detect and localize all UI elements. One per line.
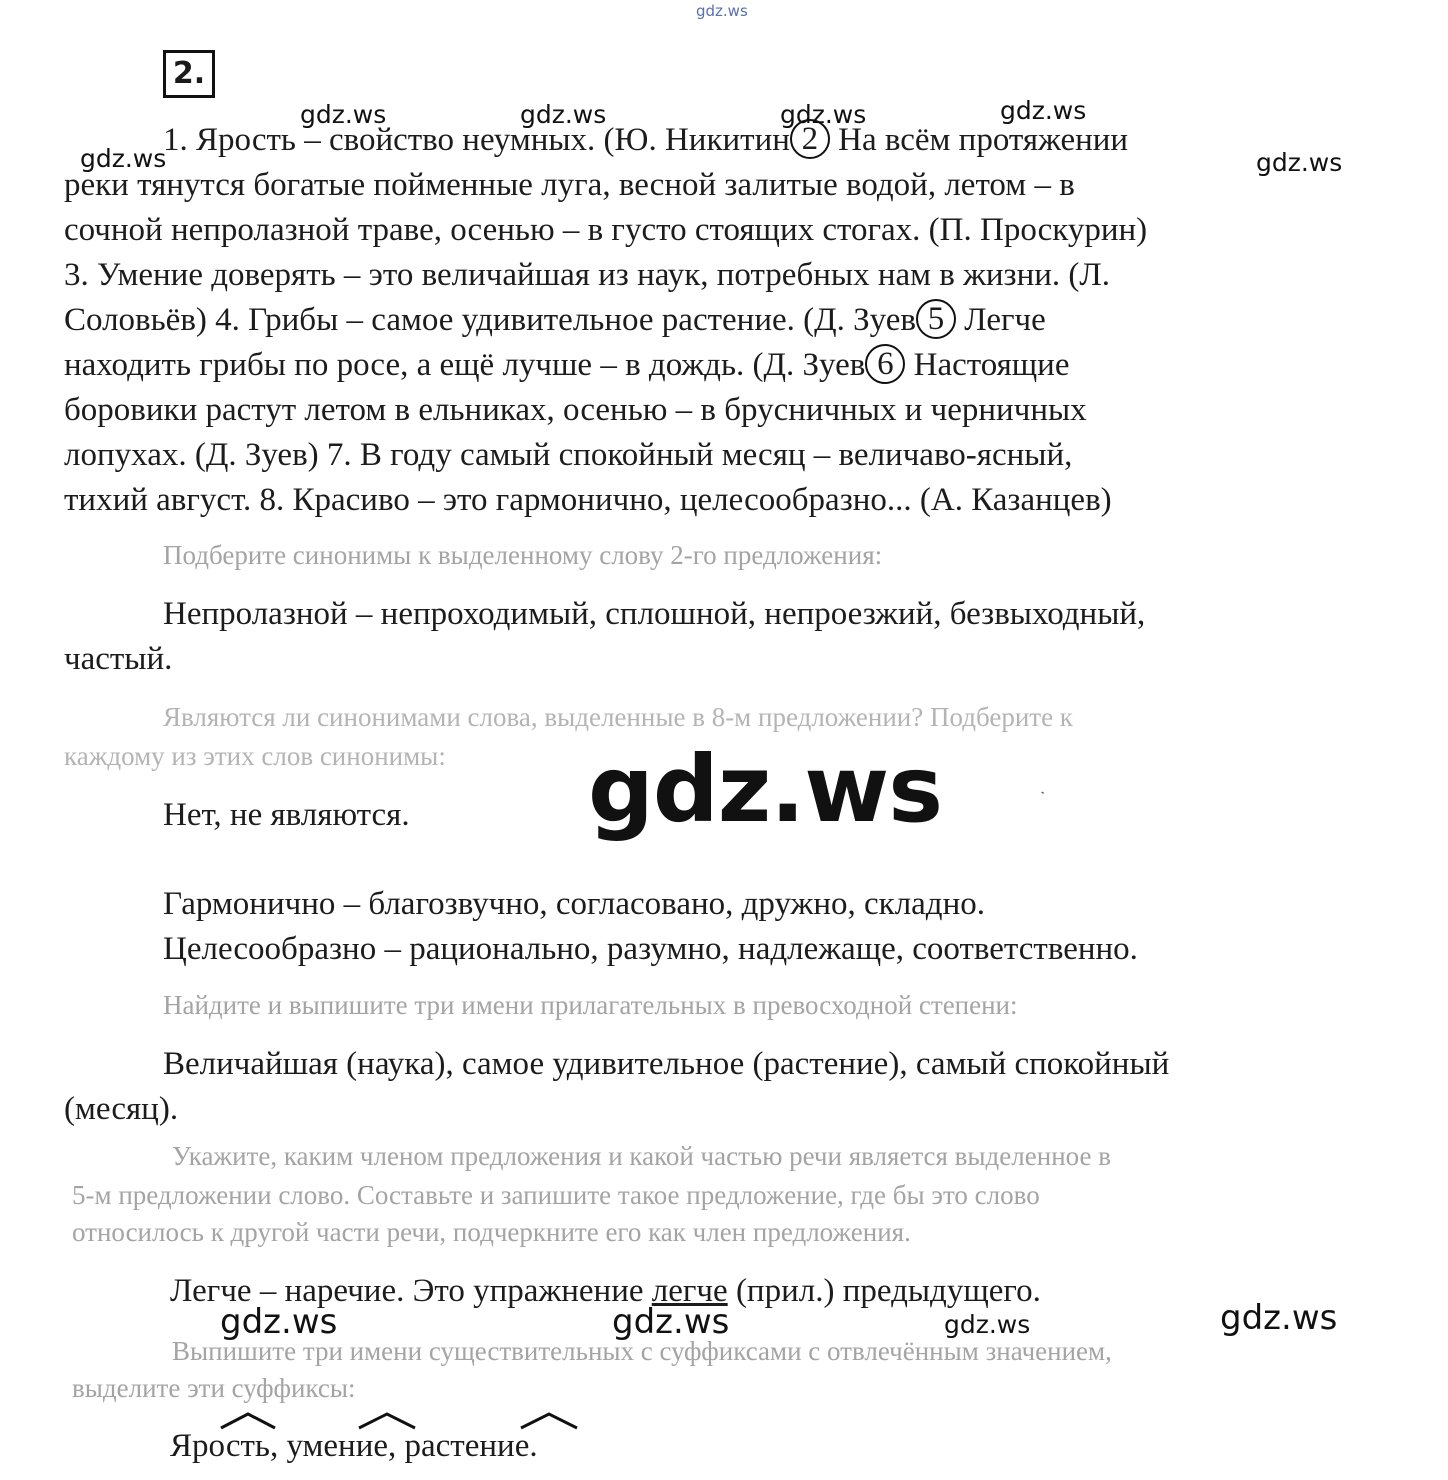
watermark: gdz.ws (780, 100, 867, 129)
question-4-line-3: относилось к другой части речи, подчеркните его как член предложения. (72, 1217, 911, 1247)
exercise-number: 2. (163, 50, 215, 98)
question-5-line-2: выделите эти суффиксы: (72, 1373, 356, 1403)
watermark: gdz.ws (220, 1302, 338, 1342)
answer-2-line-2: Гармонично – благозвучно, согласовано, дружно, складно. (163, 886, 986, 922)
watermark: gdz.ws (300, 100, 387, 129)
watermark-top: gdz.ws (696, 2, 748, 20)
watermark-center: gdz.ws (588, 736, 942, 843)
watermark: gdz.ws (80, 144, 167, 173)
watermark: gdz.ws (612, 1302, 730, 1342)
circled-number-5: 5 (916, 299, 956, 339)
text-line-5: Соловьёв) 4. Грибы – самое удивительное растение. (Д. Зуев 5 Легче (64, 301, 1046, 338)
watermark: gdz.ws (1256, 148, 1343, 177)
text-line-6: находить грибы по росе, а ещё лучше – в дождь. (Д. Зуев 6 Настоящие (64, 346, 1070, 383)
text-line-1: 1. Ярость – свойство неумных. (Ю. Никитин 2 На всём протяжении (163, 121, 1129, 158)
question-4-line-1: Укажите, каким членом предложения и какой частью речи является выделенное в (172, 1141, 1111, 1171)
question-4-line-2: 5-м предложении слово. Составьте и запишите такое предложение, где бы это слово (72, 1180, 1040, 1210)
answer-2-line-3: Целесообразно – рационально, разумно, надлежаще, соответственно. (163, 931, 1138, 967)
text-line-9: тихий август. 8. Красиво – это гармонично, целесообразно... (А. Казанцев) (64, 482, 1112, 518)
question-2-line-2: каждому из этих слов синонимы: (64, 741, 446, 771)
circled-number-2: 2 (790, 119, 830, 159)
question-3: Найдите и выпишите три имени прилагательных в превосходной степени: (163, 990, 1018, 1020)
answer-3-line-1: Величайшая (наука), самое удивительное (растение), самый спокойный (163, 1046, 1170, 1082)
answer-3-line-2: (месяц). (64, 1091, 179, 1127)
watermark: gdz.ws (944, 1310, 1031, 1339)
watermark: gdz.ws (1220, 1298, 1338, 1338)
stray-mark: ˺ (1040, 790, 1045, 805)
text-line-4: 3. Умение доверять – это величайшая из наук, потребных нам в жизни. (Л. (64, 257, 1111, 293)
text-line-7: боровики растут летом в ельниках, осенью – в брусничных и черничных (64, 392, 1087, 428)
answer-5: Ярость, умение, растение. (170, 1428, 538, 1464)
watermark: gdz.ws (520, 100, 607, 129)
text-line-2: реки тянутся богатые пойменные луга, весной залитые водой, летом – в (64, 167, 1075, 203)
question-2-line-1: Являются ли синонимами слова, выделенные в 8-м предложении? Подберите к (163, 702, 1073, 732)
answer-2-line-1: Нет, не являются. (163, 797, 410, 833)
question-5-line-1: Выпишите три имени существительных с суффиксами с отвлечённым значением, (172, 1336, 1112, 1366)
text-line-8: лопухах. (Д. Зуев) 7. В году самый спокойный месяц – величаво-ясный, (64, 437, 1073, 473)
answer-1-line-1: Непролазной – непроходимый, сплошной, непроезжий, безвыходный, (163, 596, 1146, 632)
watermark: gdz.ws (1000, 96, 1087, 125)
underlined-word: легче (651, 1273, 728, 1309)
question-1: Подберите синонимы к выделенному слову 2-го предложения: (163, 540, 883, 570)
answer-4: Легче – наречие. Это упражнение легче (прил.) предыдущего. (170, 1273, 1041, 1309)
circled-number-6: 6 (865, 344, 905, 384)
answer-1-line-2: частый. (64, 641, 173, 677)
text-line-3: сочной непролазной траве, осенью – в густо стоящих стогах. (П. Проскурин) (64, 212, 1148, 248)
